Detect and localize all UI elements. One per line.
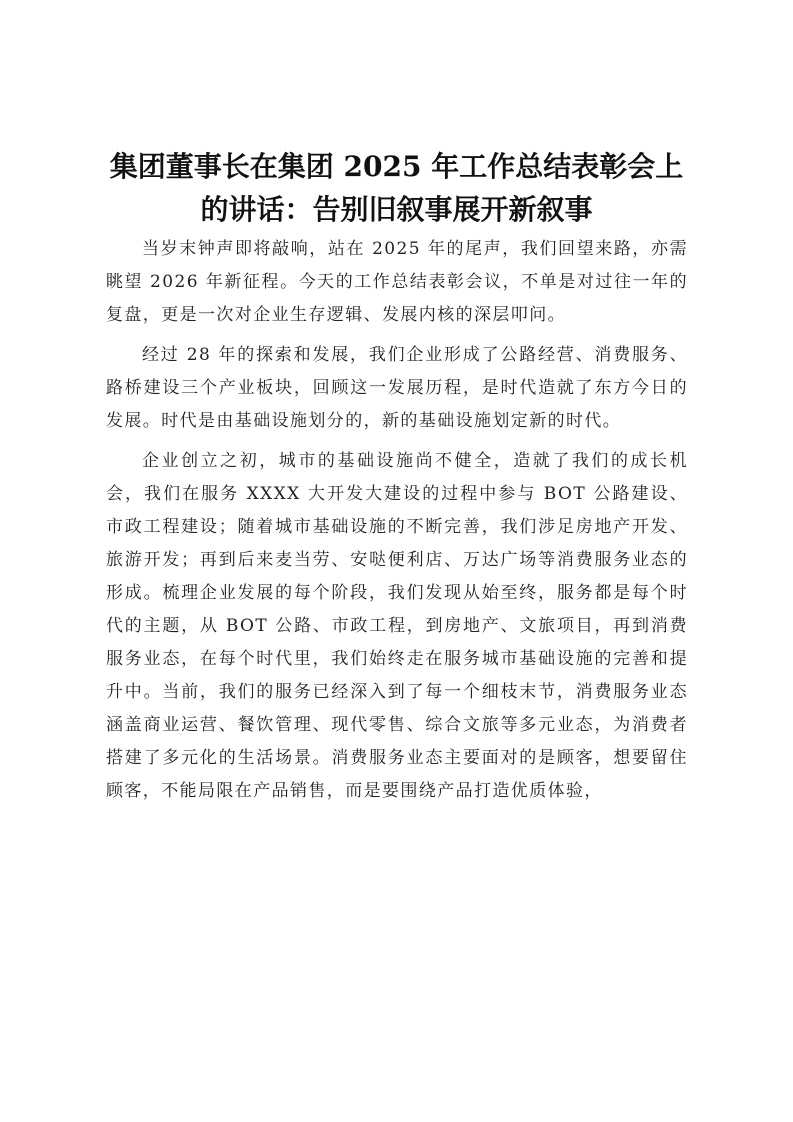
paragraph-1: 当岁末钟声即将敲响，站在 2025 年的尾声，我们回望来路，亦需眺望 2026 年新征程。今天的工作总结表彰会议，不单是对过往一年的复盘，更是一次对企业生存逻辑、发展内核的深层叩问。 <box>106 239 688 325</box>
paragraph-3: 企业创立之初，城市的基础设施尚不健全，造就了我们的成长机会，我们在服务 XXXX 大开发大建设的过程中参与 BOT 公路建设、市政工程建设；随着城市基础设施的不断完善，我们涉足房地产开发、旅游开发；再到后来麦当劳、安哒便利店、万达广场等消费服务业态的形成。梳理企业发展的每个阶段，我们发现从始至终，服务都是每个时代的主题，从 BOT 公路、市政工程，到房地产、文旅项目，再到消费服务业态，在每个时代里，我们始终走在服务城市基础设施的完善和提升中。当前，我们的服务已经深入到了每一个细枝末节，消费服务业态涵盖商业运营、餐饮管理、现代零售、综合文旅等多元业态，为消费者搭建了多元化的生活场景。消费服务业态主要面对的是顾客，想要留住顾客，不能局限在产品销售，而是要围绕产品打造优质体验， <box>106 451 688 801</box>
document-title: 集团董事长在集团 2025 年工作总结表彰会上的讲话：告别旧叙事展开新叙事 <box>109 150 684 226</box>
document-body <box>106 233 688 815</box>
paragraph-2: 经过 28 年的探索和发展，我们企业形成了公路经营、消费服务、路桥建设三个产业板块，回顾这一发展历程，是时代造就了东方今日的发展。时代是由基础设施划分的，新的基础设施划定新的时代。 <box>106 345 688 431</box>
